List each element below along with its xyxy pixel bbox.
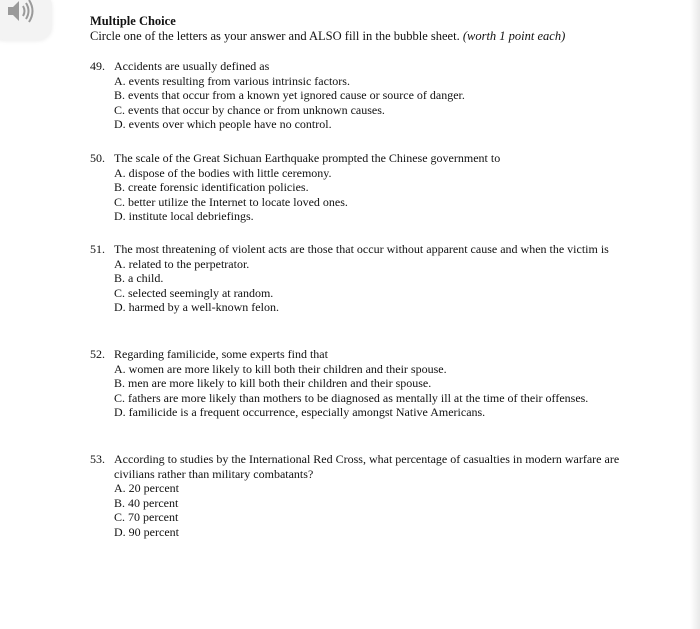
speaker-icon <box>4 0 38 26</box>
option-b[interactable]: B. events that occur from a known yet ignored cause or source of danger. <box>114 88 465 102</box>
question-52 <box>90 347 630 420</box>
option-c[interactable]: C. selected seemingly at random. <box>114 285 274 300</box>
option-a[interactable]: A. related to the perpetrator. <box>114 256 250 271</box>
question-51 <box>90 242 630 315</box>
option-a[interactable]: A. women are more likely to kill both their children and their spouse. <box>114 361 447 376</box>
section-instructions <box>90 29 650 44</box>
question-stem: Accidents are usually defined as <box>114 59 270 73</box>
option-b[interactable]: B. create forensic identification policies. <box>114 180 309 194</box>
instruction-text: Circle one of the letters as your answer and ALSO fill in the bubble sheet. <box>90 29 460 43</box>
option-c[interactable]: C. 70 percent <box>114 510 179 524</box>
question-stem: The scale of the Great Sichuan Earthquake prompted the Chinese government to <box>114 151 501 165</box>
option-b[interactable]: B. 40 percent <box>114 495 179 510</box>
option-d[interactable]: D. familicide is a frequent occurrence, especially amongst Native Americans. <box>114 405 486 419</box>
option-c[interactable]: C. fathers are more likely than mothers to be diagnosed as mentally ill at the time of their offenses. <box>114 390 589 405</box>
option-d[interactable]: D. events over which people have no control. <box>114 117 332 131</box>
section-title: Multiple Choice <box>90 14 176 28</box>
option-d[interactable]: D. institute local debriefings. <box>114 209 254 223</box>
question-number: 50. <box>90 151 105 165</box>
points-note: (worth 1 point each) <box>462 29 566 43</box>
option-b[interactable]: B. men are more likely to kill both their children and their spouse. <box>114 376 432 390</box>
option-d[interactable]: D. harmed by a well-known felon. <box>114 300 279 314</box>
option-c[interactable]: C. events that occur by chance or from unknown causes. <box>114 102 385 117</box>
page-edge-shadow <box>690 0 700 629</box>
question-number: 49. <box>90 59 105 73</box>
option-d[interactable]: D. 90 percent <box>114 524 179 539</box>
option-c[interactable]: C. better utilize the Internet to locate loved ones. <box>114 194 348 209</box>
question-number: 51. <box>90 242 105 256</box>
question-stem: Regarding familicide, some experts find that <box>114 347 328 361</box>
option-b[interactable]: B. a child. <box>114 271 164 285</box>
option-a[interactable]: A. dispose of the bodies with little ceremony. <box>114 165 332 180</box>
audio-button[interactable] <box>0 0 52 40</box>
worksheet <box>90 14 650 539</box>
option-a[interactable]: A. events resulting from various intrinsic factors. <box>114 73 350 88</box>
question-number: 52. <box>90 347 105 361</box>
question-49 <box>90 59 630 132</box>
question-number: 53. <box>90 452 105 466</box>
question-stem: According to studies by the International Red Cross, what percentage of casualties in modern warfare are civilians rather than military combatants? <box>114 452 620 481</box>
question-stem: The most threatening of violent acts are those that occur without apparent cause and when the victim is <box>114 242 609 256</box>
question-53 <box>90 452 630 539</box>
option-a[interactable]: A. 20 percent <box>114 481 179 495</box>
question-50 <box>90 151 630 224</box>
